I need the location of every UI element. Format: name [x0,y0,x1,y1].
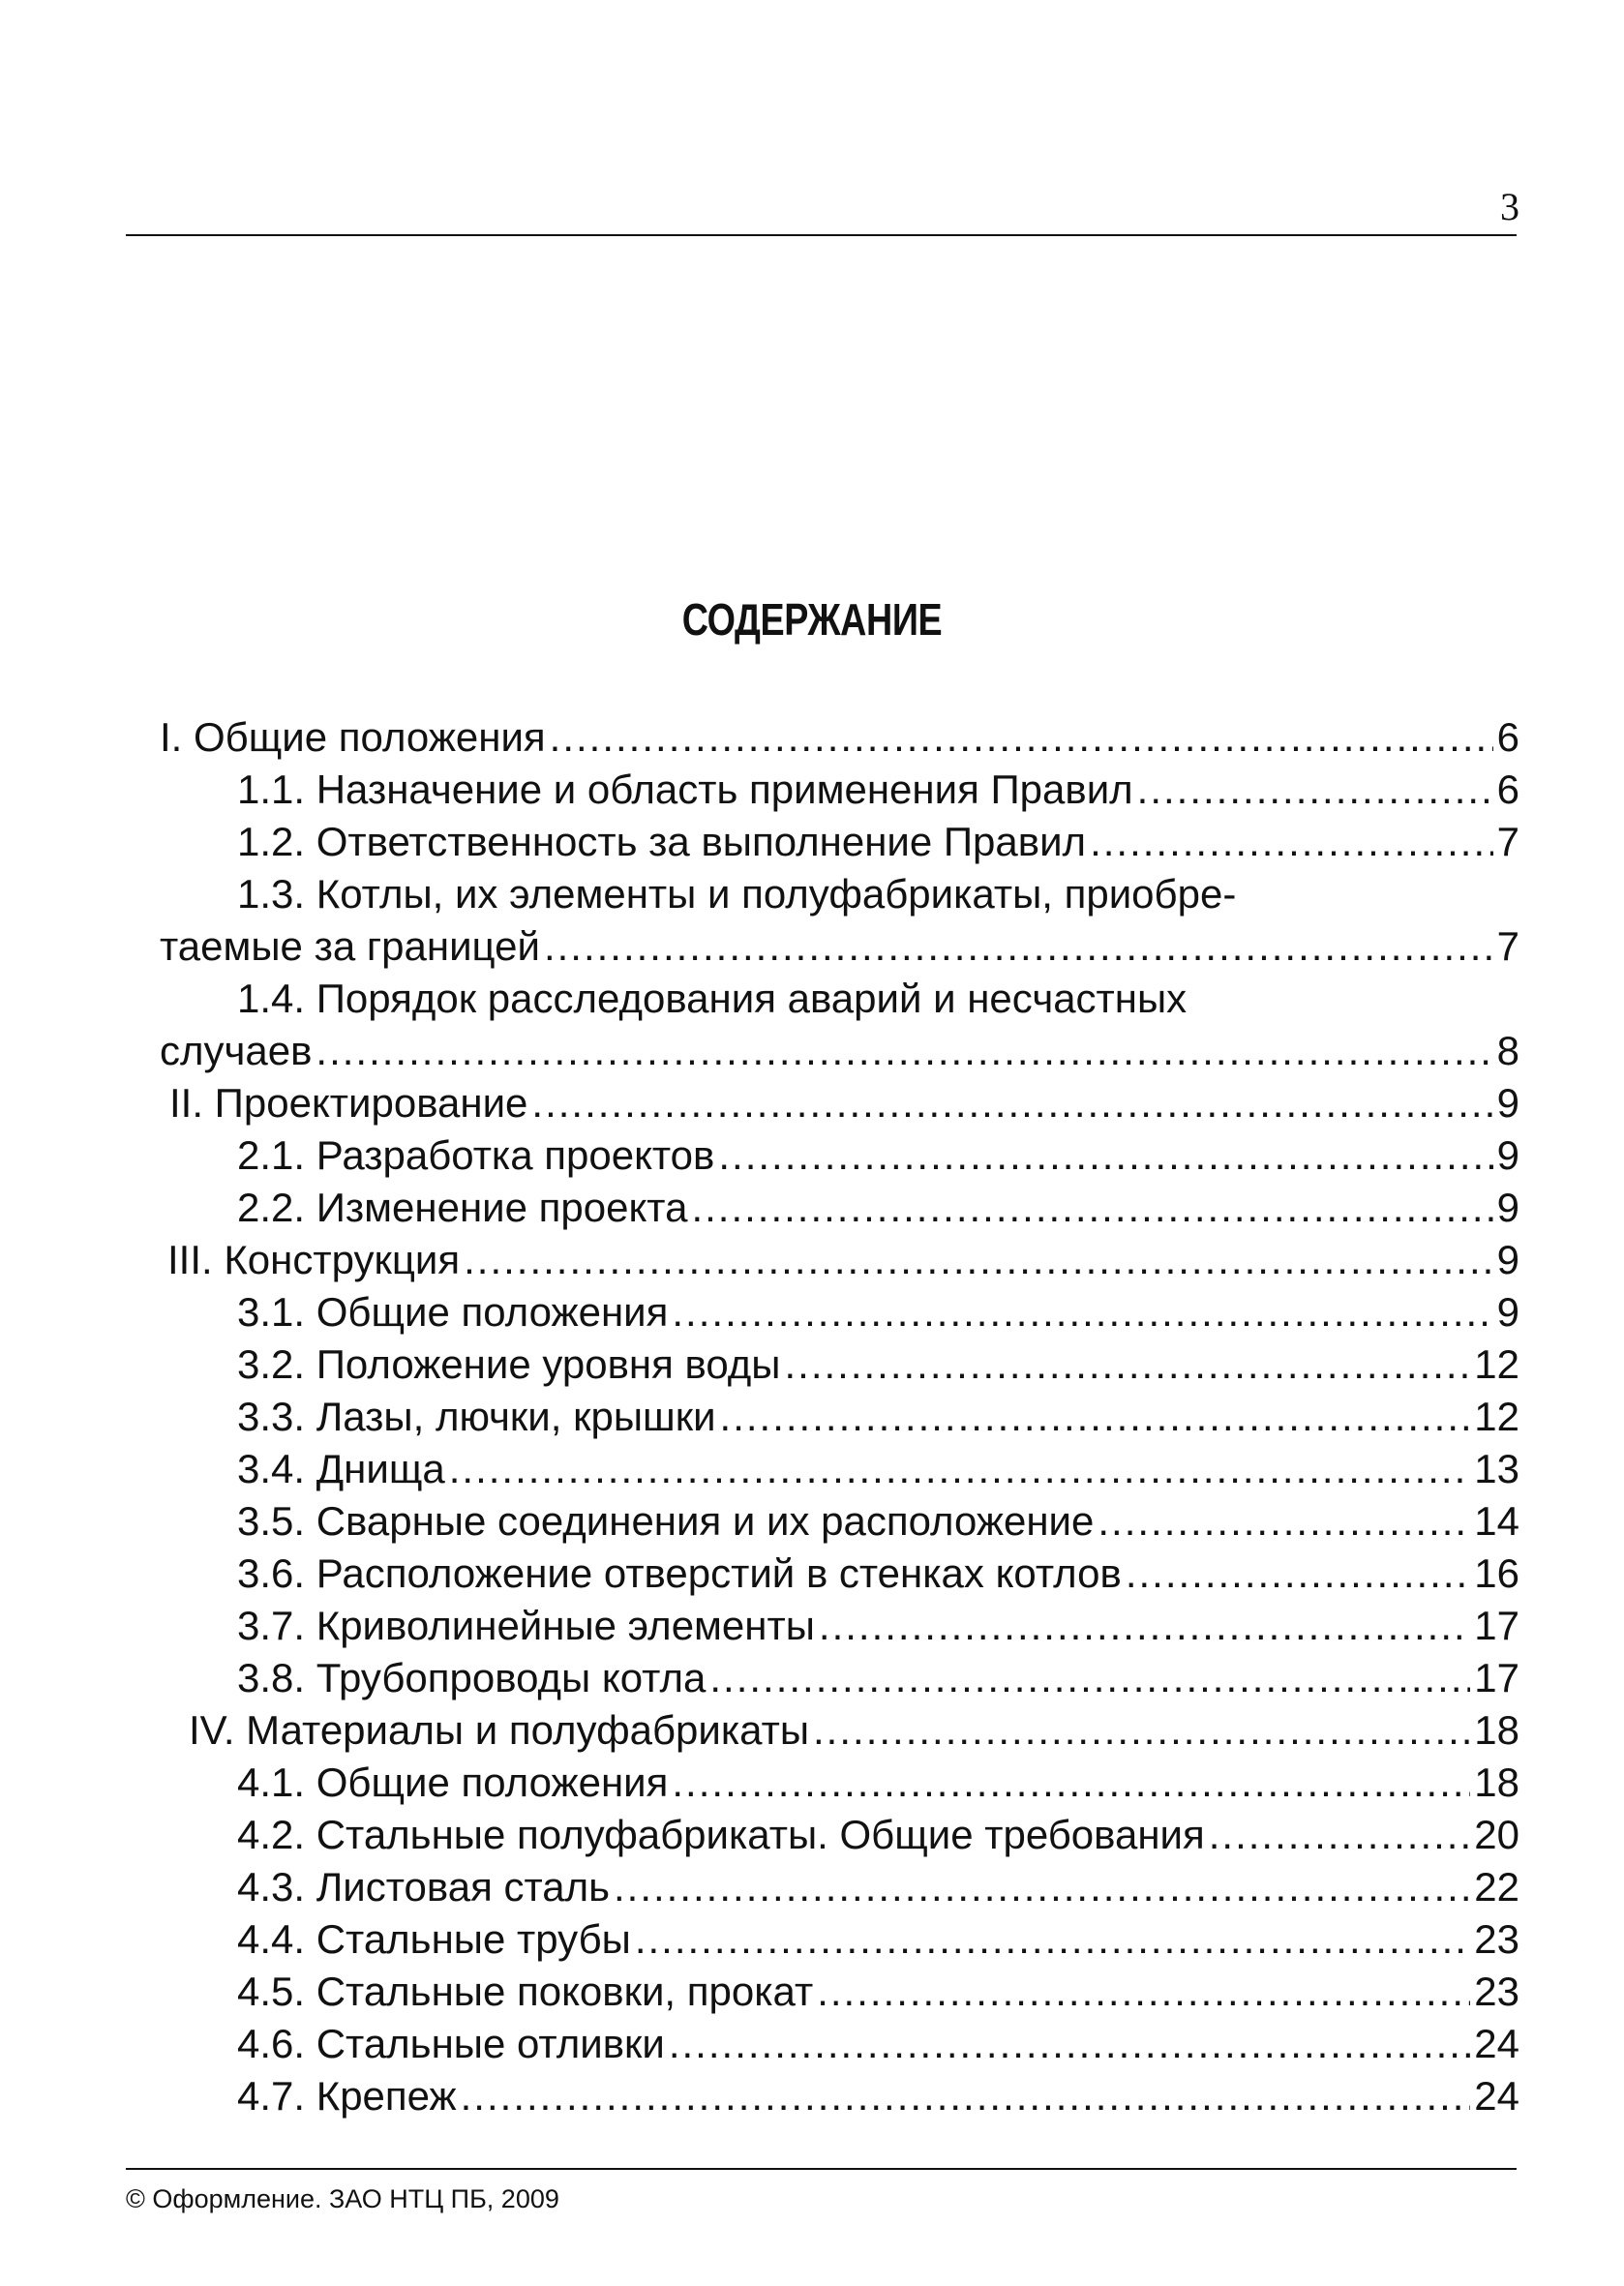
toc-entry[interactable] [160,1129,1519,1182]
toc-entry-page: 24 [1474,2021,1519,2066]
toc-entry-label: 1.2. Ответственность за выполнение Правил [237,819,1087,864]
toc-entry-label: 3.6. Расположение отверстий в стенках котлов [237,1550,1122,1596]
toc-leader [784,1339,1470,1391]
toc-entry-label: I. Общие положения [160,714,546,760]
toc-leader [1090,816,1493,868]
toc-entry-page: 20 [1474,1812,1519,1857]
toc-leader [449,1443,1471,1495]
toc-entry-page: 9 [1496,1289,1519,1335]
toc-leader [709,1652,1470,1704]
toc-entry[interactable] [160,973,1519,1077]
toc-entry[interactable] [160,1234,1519,1286]
toc-leader [550,711,1493,764]
toc-entry-label: III. Конструкция [167,1237,461,1282]
toc-entry-page: 23 [1474,1916,1519,1962]
toc-entry-page: 18 [1474,1707,1519,1753]
toc-entry[interactable] [160,1548,1519,1600]
footer-rule [126,2168,1517,2170]
toc-leader [819,1600,1470,1652]
toc-entry-label: 1.1. Назначение и область применения Правил [237,767,1133,812]
toc-entry[interactable] [160,816,1519,868]
toc-entry[interactable] [160,1443,1519,1495]
toc-entry-label: 4.5. Стальные поковки, прокат [237,1969,814,2014]
toc-leader [464,1234,1493,1286]
toc-leader [531,1077,1492,1129]
toc-entry[interactable] [160,1652,1519,1704]
toc-leader [817,1966,1470,2018]
toc-entry-page: 12 [1474,1341,1519,1387]
toc-entry[interactable] [160,711,1519,764]
toc-entry[interactable] [160,1966,1519,2018]
toc-entry-label: IV. Материалы и полуфабрикаты [189,1707,810,1753]
toc-entry[interactable] [160,1757,1519,1809]
toc-entry-label: 3.1. Общие положения [237,1289,669,1335]
table-of-contents [160,711,1519,2122]
toc-entry-label: 3.2. Положение уровня воды [237,1341,781,1387]
toc-leader [718,1129,1492,1182]
toc-entry-label: 2.2. Изменение проекта [237,1185,688,1230]
toc-entry[interactable] [160,764,1519,816]
toc-entry-label: таемые за границей [160,923,540,969]
toc-entry-label: II. Проектирование [169,1080,528,1126]
toc-leader [1126,1548,1470,1600]
toc-entry-label: 3.3. Лазы, лючки, крышки [237,1394,716,1439]
toc-entry[interactable] [160,2070,1519,2122]
toc-entry-page: 12 [1474,1394,1519,1439]
toc-entry-page: 8 [1496,1028,1519,1073]
toc-entry[interactable] [160,1704,1519,1757]
toc-entry-page: 13 [1474,1446,1519,1491]
toc-entry-page: 17 [1474,1655,1519,1700]
toc-entry-page: 7 [1496,819,1519,864]
toc-leader [1098,1495,1470,1548]
toc-entry[interactable] [160,1809,1519,1861]
toc-entry-label: случаев [160,1028,313,1073]
toc-leader [1209,1809,1471,1861]
toc-entry[interactable] [160,1861,1519,1913]
toc-entry-page: 23 [1474,1969,1519,2014]
toc-entry-label: 2.1. Разработка проектов [237,1132,715,1178]
footer-copyright: © Оформление. ЗАО НТЦ ПБ, 2009 [126,2184,559,2213]
toc-entry[interactable] [160,1182,1519,1234]
toc-entry[interactable] [160,1495,1519,1548]
toc-leader [691,1182,1492,1234]
toc-entry[interactable] [160,1339,1519,1391]
toc-leader [669,2018,1470,2070]
toc-entry[interactable] [160,1913,1519,1966]
toc-entry[interactable] [160,1286,1519,1339]
toc-entry[interactable] [160,1600,1519,1652]
toc-entry-label: 4.4. Стальные трубы [237,1916,631,1962]
toc-entry-page: 14 [1474,1498,1519,1544]
toc-entry-page: 9 [1496,1237,1519,1282]
toc-leader [672,1286,1492,1339]
toc-entry-page: 7 [1496,923,1519,969]
toc-entry-page: 22 [1474,1864,1519,1910]
toc-leader [720,1391,1471,1443]
page-number: 3 [1500,185,1519,228]
toc-entry-page: 6 [1496,767,1519,812]
toc-entry[interactable] [160,1391,1519,1443]
toc-entry-label: 4.3. Листовая сталь [237,1864,610,1910]
toc-leader [544,920,1493,973]
toc-entry[interactable] [160,868,1519,973]
toc-entry-page: 17 [1474,1603,1519,1648]
toc-entry-page: 24 [1474,2073,1519,2119]
toc-entry-label-first-line: 1.4. Порядок расследования аварий и несчастных [237,976,1188,1021]
toc-entry-page: 6 [1496,714,1519,760]
toc-entry-label: 4.7. Крепеж [237,2073,457,2119]
toc-entry-label: 3.8. Трубопроводы котла [237,1655,707,1700]
toc-entry-page: 9 [1496,1132,1519,1178]
toc-entry[interactable] [160,1077,1519,1129]
toc-entry-label: 3.4. Днища [237,1446,445,1491]
toc-entry-label: 4.2. Стальные полуфабрикаты. Общие требования [237,1812,1205,1857]
toc-leader [461,2070,1471,2122]
toc-leader [316,1025,1492,1077]
toc-entry-page: 18 [1474,1760,1519,1805]
toc-entry-label: 3.5. Сварные соединения и их расположение [237,1498,1095,1544]
toc-leader [1137,764,1493,816]
header-rule [126,234,1517,236]
toc-entry-page: 9 [1496,1080,1519,1126]
toc-entry-label: 4.1. Общие положения [237,1760,669,1805]
toc-leader [635,1913,1470,1966]
page-title: СОДЕРЖАНИЕ [681,594,943,645]
toc-entry[interactable] [160,2018,1519,2070]
toc-entry-label: 4.6. Стальные отливки [237,2021,665,2066]
toc-leader [672,1757,1470,1809]
toc-entry-label-first-line: 1.3. Котлы, их элементы и полуфабрикаты, приобре- [237,871,1237,917]
toc-entry-label: 3.7. Криволинейные элементы [237,1603,815,1648]
toc-entry-page: 16 [1474,1550,1519,1596]
toc-leader [614,1861,1470,1913]
toc-leader [813,1704,1470,1757]
toc-entry-page: 9 [1496,1185,1519,1230]
